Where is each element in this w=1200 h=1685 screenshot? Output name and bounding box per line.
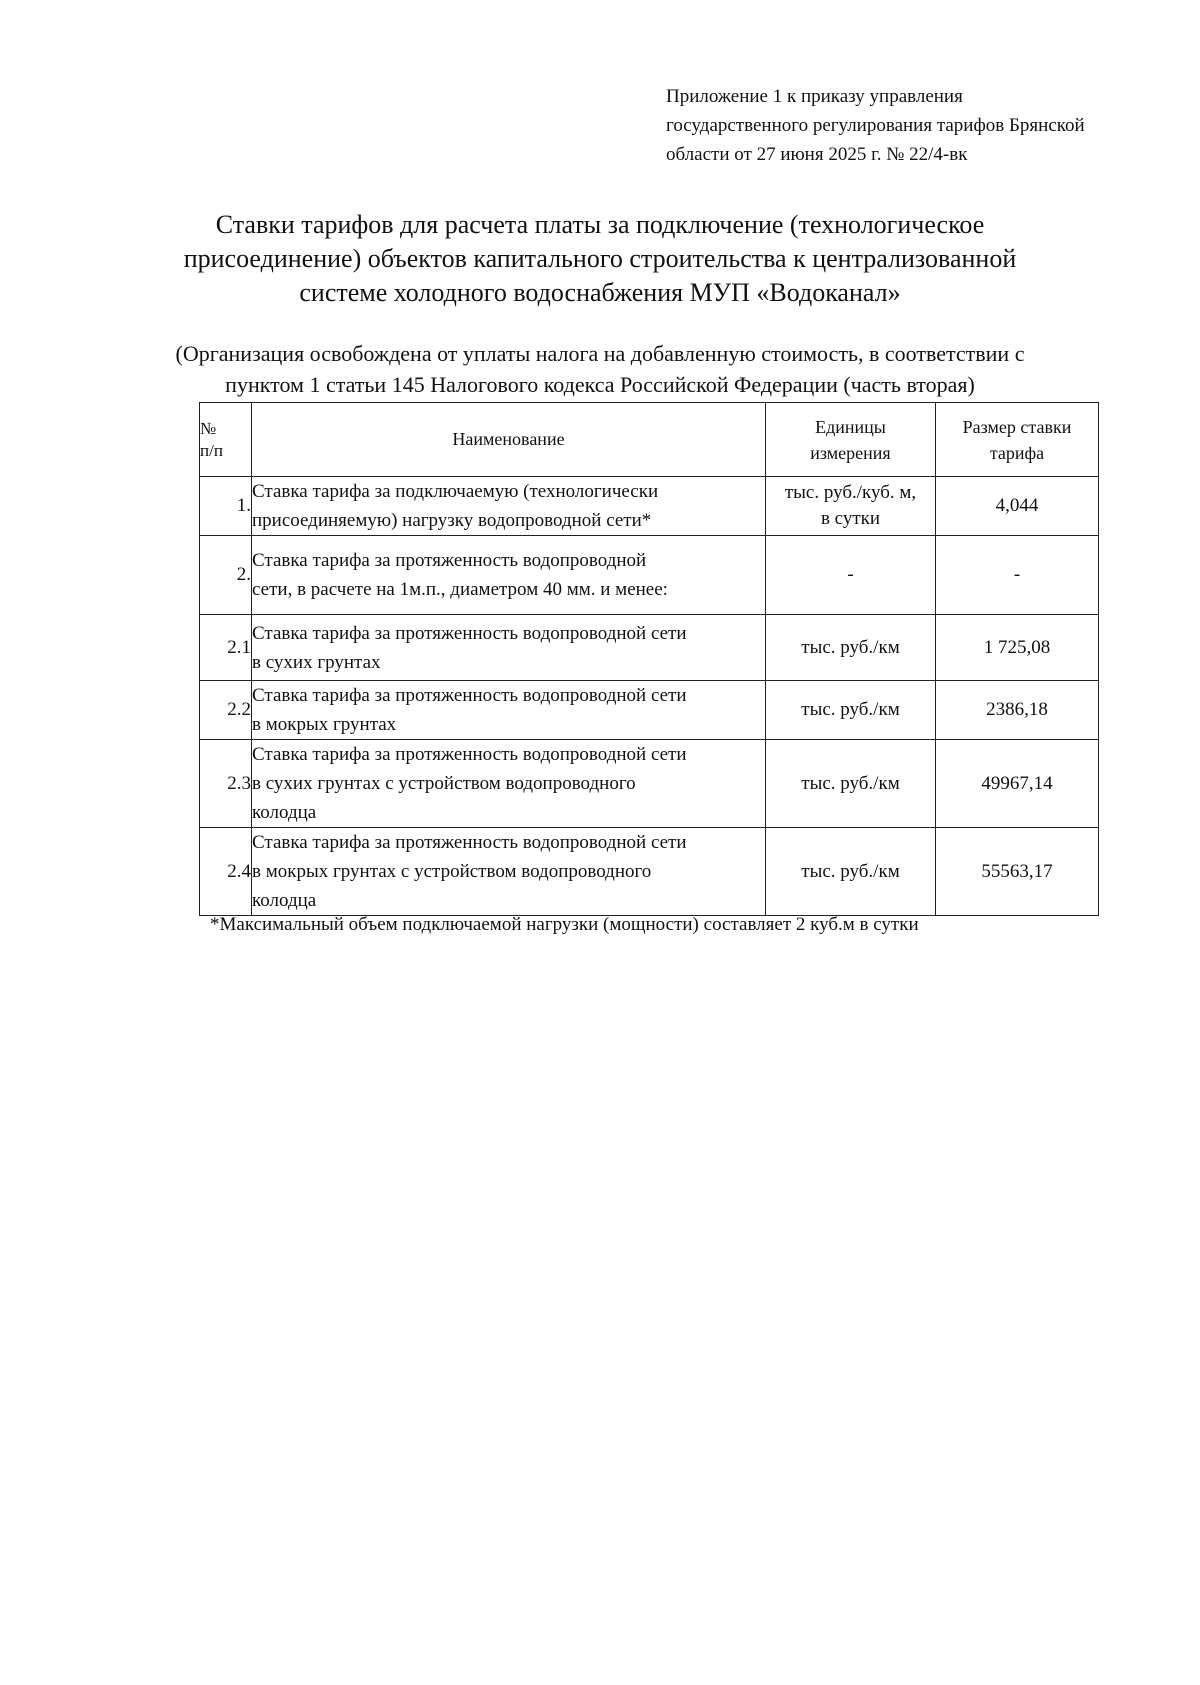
row-value: 55563,17 bbox=[936, 828, 1099, 916]
row-value: - bbox=[936, 536, 1099, 615]
row-number: 2.2 bbox=[200, 681, 252, 740]
row-name: Ставка тарифа за подключаемую (технологически присоединяемую) нагрузку водопроводной сети* bbox=[252, 477, 766, 536]
tax-exemption-note bbox=[100, 338, 1100, 400]
row-unit: тыс. руб./км bbox=[766, 740, 936, 828]
row-unit: тыс. руб./км bbox=[766, 615, 936, 681]
row-number: 2.1 bbox=[200, 615, 252, 681]
row-unit: тыс. руб./км bbox=[766, 828, 936, 916]
appendix-header bbox=[666, 82, 1166, 169]
tax-note-line: пунктом 1 статьи 145 Налогового кодекса Российской Федерации (часть вторая) bbox=[225, 372, 975, 397]
title-line: присоединение) объектов капитального строительства к централизованной bbox=[183, 244, 1017, 273]
header-unit: Единицы измерения bbox=[766, 403, 936, 477]
header-value: Размер ставки тарифа bbox=[936, 403, 1099, 477]
row-number: 2.4 bbox=[200, 828, 252, 916]
title-line: системе холодного водоснабжения МУП «Водоканал» bbox=[299, 278, 901, 307]
footnote: *Максимальный объем подключаемой нагрузки (мощности) составляет 2 куб.м в сутки bbox=[210, 914, 919, 935]
table-row bbox=[200, 740, 1099, 828]
header-name: Наименование bbox=[252, 403, 766, 477]
row-number: 1. bbox=[200, 477, 252, 536]
row-unit: тыс. руб./куб. м, в сутки bbox=[766, 477, 936, 536]
appendix-line: области от 27 июня 2025 г. № 22/4-вк bbox=[666, 144, 968, 165]
table-row bbox=[200, 681, 1099, 740]
table-header-row bbox=[200, 403, 1099, 477]
row-name: Ставка тарифа за протяженность водопроводной сети в сухих грунтах bbox=[252, 615, 766, 681]
row-name: Ставка тарифа за протяженность водопроводной сети в сухих грунтах с устройством водопроводного колодца bbox=[252, 740, 766, 828]
tax-note-line: (Организация освобождена от уплаты налога на добавленную стоимость, в соответствии с bbox=[175, 341, 1025, 366]
table-row bbox=[200, 828, 1099, 916]
row-value: 4,044 bbox=[936, 477, 1099, 536]
row-unit: тыс. руб./км bbox=[766, 681, 936, 740]
row-name: Ставка тарифа за протяженность водопроводной сети в мокрых грунтах с устройством водопроводного колодца bbox=[252, 828, 766, 916]
appendix-line: государственного регулирования тарифов Брянской bbox=[666, 115, 1085, 136]
table-row bbox=[200, 615, 1099, 681]
row-name: Ставка тарифа за протяженность водопроводной сети в мокрых грунтах bbox=[252, 681, 766, 740]
row-value: 49967,14 bbox=[936, 740, 1099, 828]
row-unit: - bbox=[766, 536, 936, 615]
table-row bbox=[200, 536, 1099, 615]
document-title bbox=[100, 208, 1100, 310]
row-name: Ставка тарифа за протяженность водопроводной сети, в расчете на 1м.п., диаметром 40 мм. и менее: bbox=[252, 536, 766, 615]
appendix-line: Приложение 1 к приказу управления bbox=[666, 86, 963, 107]
row-value: 1 725,08 bbox=[936, 615, 1099, 681]
header-number: № п/п bbox=[200, 403, 252, 477]
tariff-table bbox=[199, 402, 1099, 916]
row-number: 2. bbox=[200, 536, 252, 615]
row-value: 2386,18 bbox=[936, 681, 1099, 740]
table-row bbox=[200, 477, 1099, 536]
title-line: Ставки тарифов для расчета платы за подключение (технологическое bbox=[215, 210, 985, 239]
row-number: 2.3 bbox=[200, 740, 252, 828]
